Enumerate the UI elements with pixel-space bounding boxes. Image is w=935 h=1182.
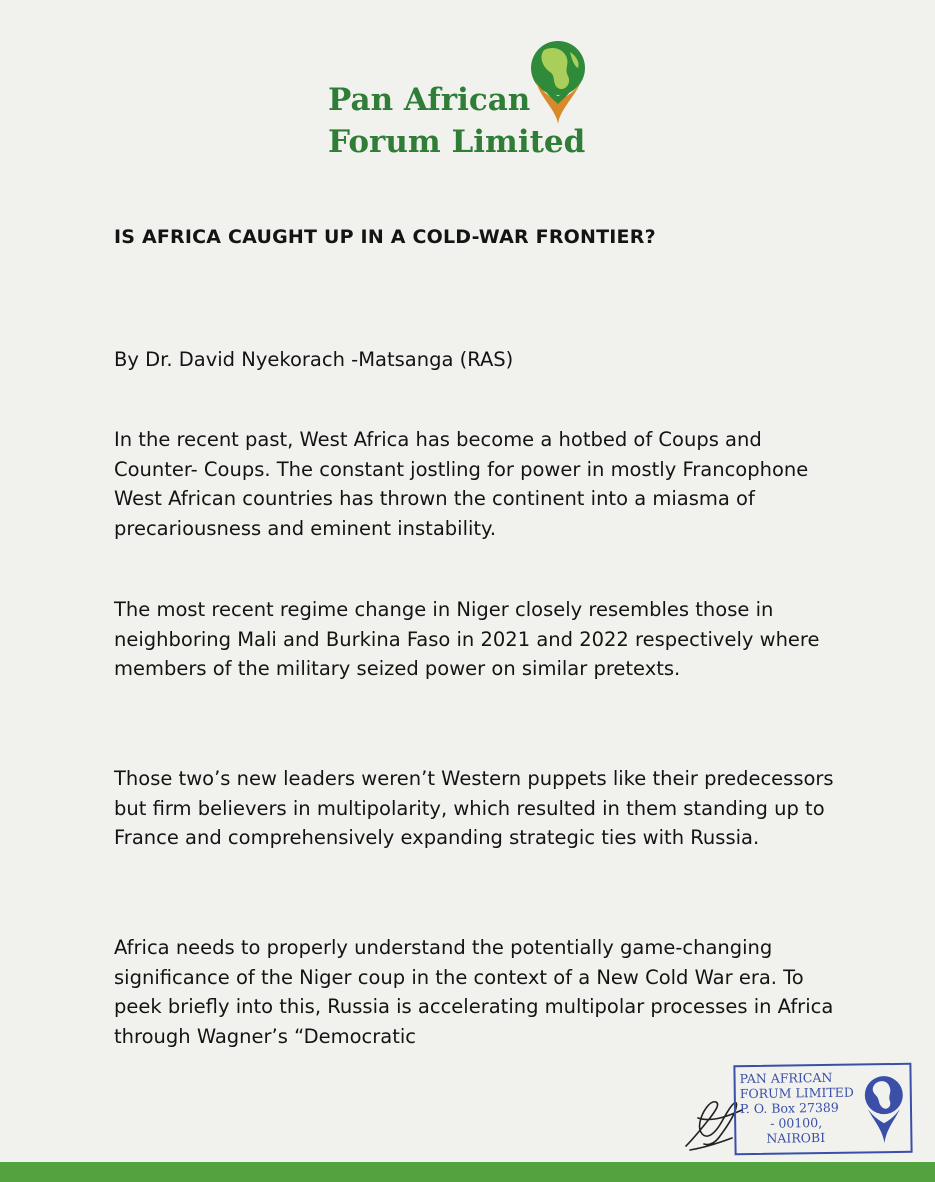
globe-icon — [522, 38, 594, 126]
letterhead-logo — [328, 36, 608, 166]
stamp-line-5: NAIROBI — [766, 1129, 826, 1146]
stamp-globe-icon — [862, 1073, 907, 1146]
article-paragraph-2: The most recent regime change in Niger closely resembles those in neighboring Mali and Burkina Faso in 2021 and 2022 respectively where members of the military seized power on similar pretexts. — [114, 598, 820, 680]
article-paragraph-4: Africa needs to properly understand the potentially game-changing significance of the Niger coup in the context of a New Cold War era. To peek briefly into this, Russia is accelerating multipolar processes in Africa through Wagner’s “Democratic — [114, 936, 834, 1048]
article-paragraph-1: In the recent past, West Africa has become a hotbed of Coups and Counter- Coups. The constant jostling for power in mostly Francophone West African countries has thrown the continent into a miasma of precariousness and eminent instability. — [114, 428, 809, 540]
letterhead-line-1: Pan African — [328, 82, 531, 118]
article-paragraph-3: Those two’s new leaders weren’t Western puppets like their predecessors but firm believers in multipolarity, which resulted in them standing up to France and comprehensively expanding strategic ties with Russia. — [114, 767, 834, 849]
stamp-line-1: PAN AFRICAN — [739, 1069, 833, 1087]
stamp-line-4: - 00100, — [770, 1115, 823, 1131]
letterhead-line-2: Forum Limited — [328, 124, 586, 160]
footer-bar — [0, 1162, 935, 1182]
article-title: IS AFRICA CAUGHT UP IN A COLD-WAR FRONTIER? — [114, 226, 656, 248]
stamp-line-2: FORUM LIMITED — [739, 1084, 854, 1102]
article-byline: By Dr. David Nyekorach -Matsanga (RAS) — [114, 348, 514, 371]
company-stamp — [733, 1063, 912, 1155]
stamp-line-3: P. O. Box 27389 — [739, 1099, 839, 1117]
